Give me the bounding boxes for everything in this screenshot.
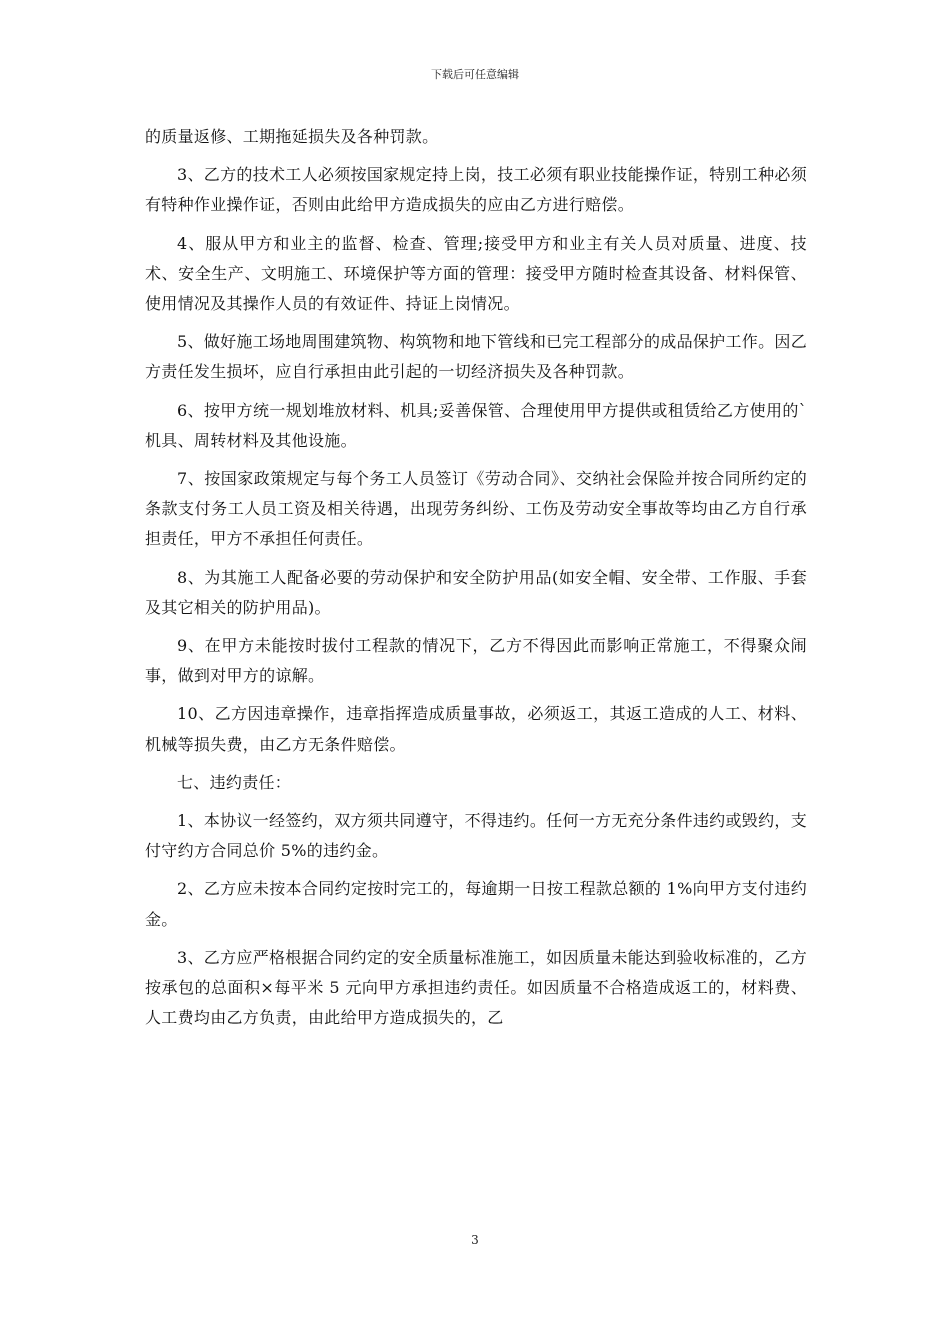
paragraph: 5、做好施工场地周围建筑物、构筑物和地下管线和已完工程部分的成品保护工作。因乙方责任发生损坏，应自行承担由此引起的一切经济损失及各种罚款。 — [145, 332, 807, 382]
paragraph: 9、在甲方未能按时拔付工程款的情况下，乙方不得因此而影响正常施工，不得聚众闹事，做到对甲方的谅解。 — [145, 636, 807, 686]
page-number: 3 — [471, 1233, 479, 1247]
paragraph: 3、乙方的技术工人必须按国家规定持上岗，技工必须有职业技能操作证，特别工种必须有特种作业操作证，否则由此给甲方造成损失的应由乙方进行赔偿。 — [145, 165, 807, 215]
paragraph: 七、违约责任： — [177, 772, 292, 792]
paragraph: 10、乙方因违章操作，违章指挥造成质量事故，必须返工，其返工造成的人工、材料、机械等损失费，由乙方无条件赔偿。 — [145, 704, 807, 754]
paragraph: 6、按甲方统一规划堆放材料、机具;妥善保管、合理使用甲方提供或租赁给乙方使用的`机具、周转材料及其他设施。 — [145, 400, 807, 450]
page-header: 下载后可任意编辑 — [431, 68, 519, 81]
paragraph: 3、乙方应严格根据合同约定的安全质量标准施工，如因质量未能达到验收标准的，乙方按承包的总面积×每平米 5 元向甲方承担违约责任。如因质量不合格造成返工的，材料费、人工费均由乙方负责，由此给甲方造成损失的，乙 — [145, 947, 807, 1028]
paragraph: 1、本协议一经签约，双方须共同遵守，不得违约。任何一方无充分条件违约或毁约，支付守约方合同总价 5%的违约金。 — [145, 811, 807, 861]
paragraph: 8、为其施工人配备必要的劳动保护和安全防护用品(如安全帽、安全带、工作服、手套及其它相关的防护用品)。 — [145, 567, 807, 617]
paragraph: 2、乙方应未按本合同约定按时完工的，每逾期一日按工程款总额的 1%向甲方支付违约金。 — [145, 879, 807, 929]
paragraph: 7、按国家政策规定与每个务工人员签订《劳动合同》、交纳社会保险并按合同所约定的条款支付务工人员工资及相关待遇，出现劳务纠纷、工伤及劳动安全事故等均由乙方自行承担责任，甲方不承担任何责任。 — [145, 469, 807, 549]
paragraph: 的质量返修、工期拖延损失及各种罚款。 — [145, 127, 439, 146]
document-body — [145, 122, 807, 1041]
paragraph: 4、服从甲方和业主的监督、检查、管理;接受甲方和业主有关人员对质量、进度、技术、安全生产、文明施工、环境保护等方面的管理：接受甲方随时检查其设备、材料保管、使用情况及其操作人员的有效证件、持证上岗情况。 — [145, 233, 807, 314]
